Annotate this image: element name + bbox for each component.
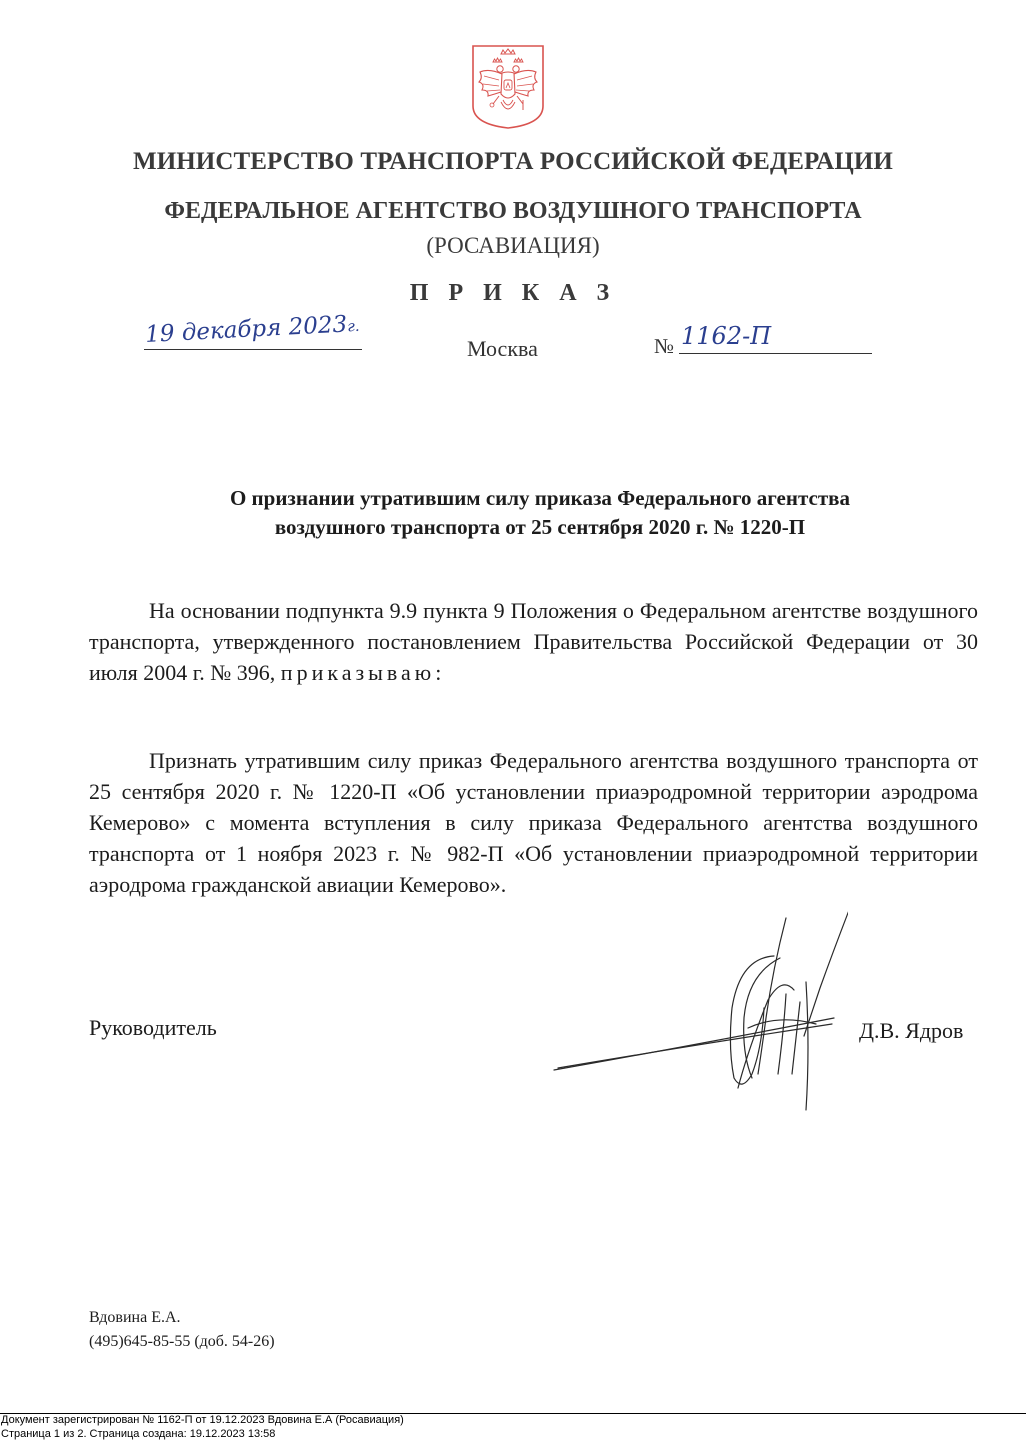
- number-sign: №: [654, 334, 675, 358]
- handwritten-signature: [548, 878, 848, 1118]
- executor-name: Вдовина Е.А.: [89, 1309, 181, 1326]
- executor-block: [89, 1306, 275, 1354]
- order-subject-line2: воздушного транспорта от 25 сентября 2020 г. № 1220-П: [274, 515, 806, 539]
- handwritten-date-suffix: г.: [346, 316, 361, 336]
- agency-short-name: (РОСАВИАЦИЯ): [426, 233, 600, 258]
- handwritten-order-number: 1162-П: [681, 322, 772, 350]
- executor-phone: (495)645-85-55 (доб. 54-26): [89, 1333, 275, 1350]
- preamble-paragraph: [89, 595, 978, 688]
- agency-title: ФЕДЕРАЛЬНОЕ АГЕНТСТВО ВОЗДУШНОГО ТРАНСПОРТА: [164, 198, 862, 224]
- date-underline: [144, 349, 362, 350]
- footer-registration-line: Документ зарегистрирован № 1162-П от 19.12.2023 Вдовина Е.А (Росавиация): [1, 1414, 404, 1426]
- ministry-title: МИНИСТЕРСТВО ТРАНСПОРТА РОССИЙСКОЙ ФЕДЕРАЦИИ: [133, 148, 893, 175]
- coat-of-arms-emblem: [471, 44, 545, 130]
- signatory-name: Д.В. Ядров: [859, 1018, 964, 1043]
- order-subject: [160, 484, 920, 542]
- document-type-label: П Р И К А З: [409, 280, 617, 306]
- order-verb: приказываю:: [280, 660, 446, 685]
- number-underline: [679, 353, 872, 354]
- handwritten-date: [145, 311, 360, 348]
- operative-paragraph: Признать утратившим силу приказ Федерального агентства воздушного транспорта от 25 сентября 2020 г. № 1220-П «Об установлении приаэродромной территории аэродрома Кемерово» с момента вступления в силу приказа Федерального агентства воздушного транспорта от 1 ноября 2023 г. № 982-П «Об установлении приаэродромной территории аэродрома гражданской авиации Кемерово».: [89, 748, 978, 897]
- signatory-position: Руководитель: [89, 1015, 217, 1040]
- preamble-text: На основании подпункта 9.9 пункта 9 Положения о Федеральном агентстве воздушного транспорта, утвержденного постановлением Правительства Российской Федерации от 30 июля 2004 г. № 396,: [89, 598, 978, 685]
- handwritten-date-value: 19 декабря 2023: [144, 311, 348, 348]
- footer-page-line: Страница 1 из 2. Страница создана: 19.12.2023 13:58: [1, 1427, 276, 1440]
- city-label: Москва: [467, 336, 538, 361]
- order-subject-line1: О признании утратившим силу приказа Федерального агентства: [229, 486, 851, 510]
- registration-footer: [1, 1414, 404, 1441]
